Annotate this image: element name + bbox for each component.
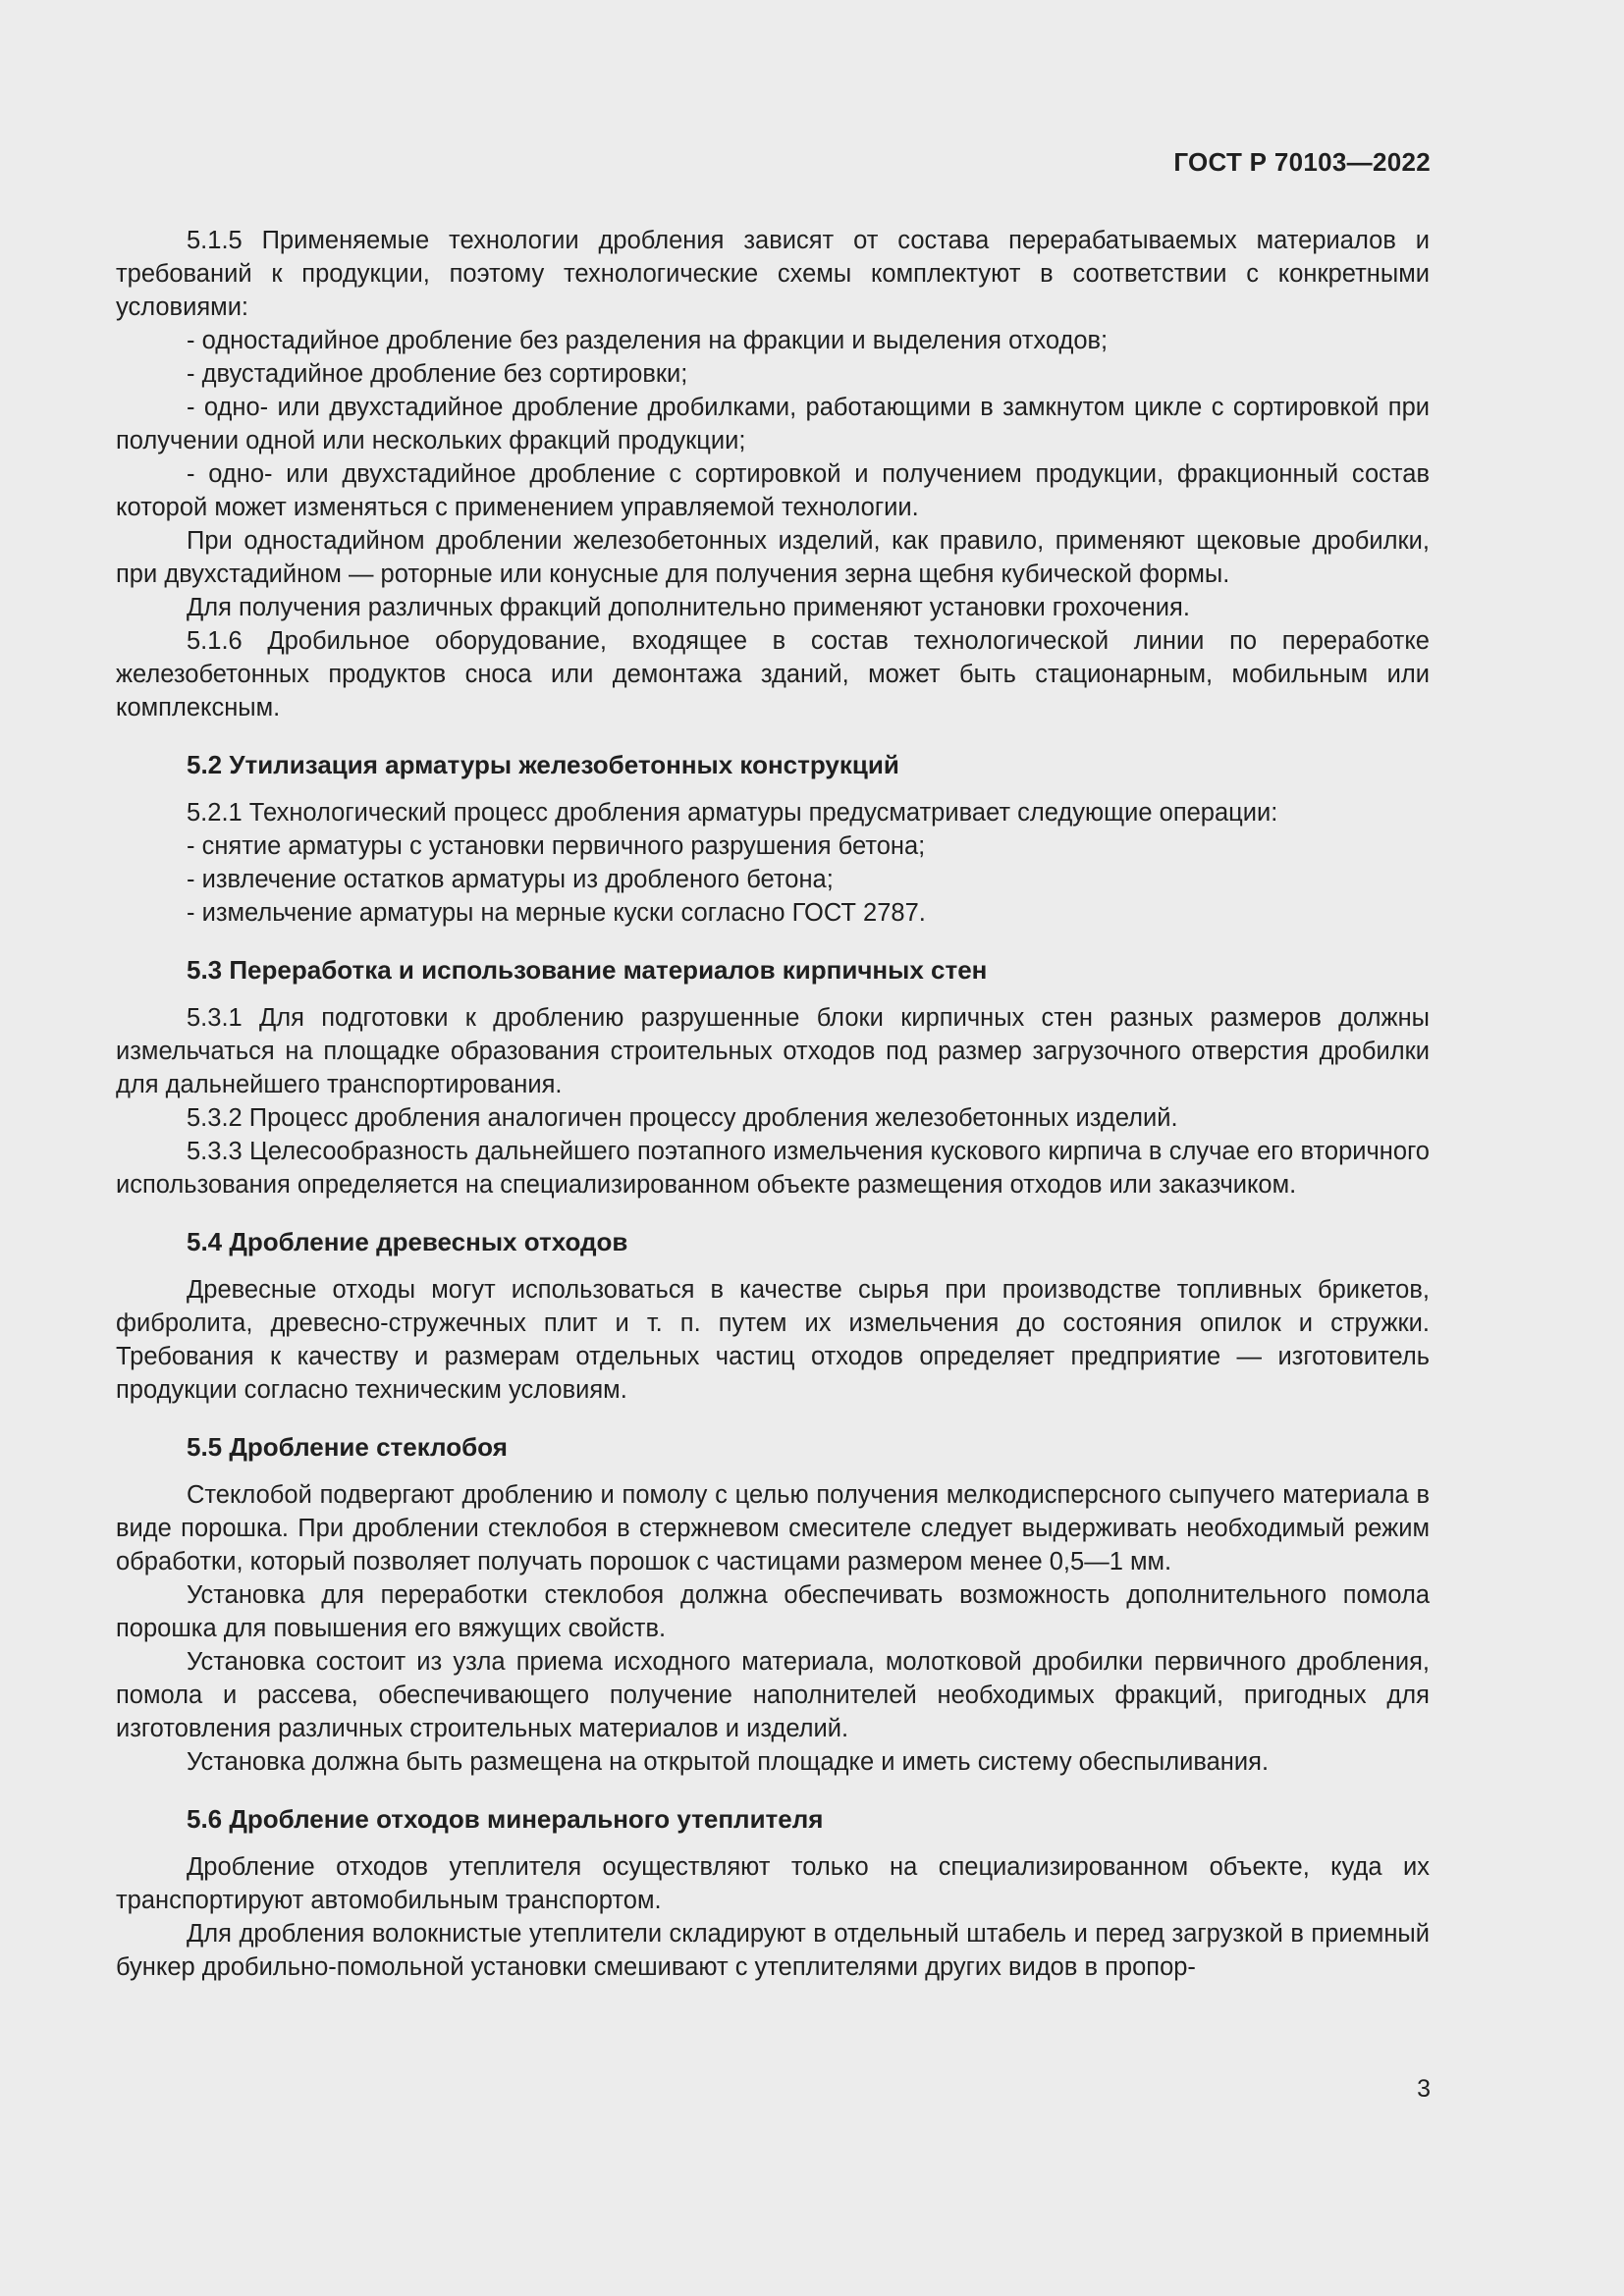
paragraph: Установка состоит из узла приема исходного материала, молотковой дробилки первичного дробления, помола и рассева, обеспечивающего получение наполнителей необходимых фракций, пригодных для изготовления различных строительных материалов и изделий. <box>116 1648 1430 1742</box>
paragraph-5-2-1: 5.2.1 Технологический процесс дробления арматуры предусматривает следующие операции: <box>187 799 1278 827</box>
list-item: - измельчение арматуры на мерные куски согласно ГОСТ 2787. <box>187 899 926 927</box>
section-heading-5-2: 5.2 Утилизация арматуры железобетонных конструкций <box>187 750 899 779</box>
list-item: - одно- или двухстадийное дробление дробилками, работающими в замкнутом цикле с сортировкой при получении одной или нескольких фракций продукции; <box>116 394 1430 454</box>
list-item: - извлечение остатков арматуры из дробленого бетона; <box>187 866 834 893</box>
document-code: ГОСТ Р 70103—2022 <box>1173 147 1431 177</box>
paragraph: При одностадийном дроблении железобетонных изделий, как правило, применяют щековые дробилки, при двухстадийном — роторные или конусные для получения зерна щебня кубической формы. <box>116 527 1430 588</box>
section-heading-5-6: 5.6 Дробление отходов минерального утеплителя <box>187 1804 824 1834</box>
list-item: - одно- или двухстадийное дробление с сортировкой и получением продукции, фракционный состав которой может изменяться с применением управляемой технологии. <box>116 460 1430 521</box>
paragraph-5-3-3: 5.3.3 Целесообразность дальнейшего поэтапного измельчения кускового кирпича в случае его вторичного использования определяется на специализированном объекте размещения отходов или заказчиком. <box>116 1138 1430 1199</box>
page-body <box>116 224 1430 1984</box>
paragraph: Дробление отходов утеплителя осуществляют только на специализированном объекте, куда их транспортируют автомобильным транспортом. <box>116 1853 1430 1914</box>
paragraph-5-1-6: 5.1.6 Дробильное оборудование, входящее в состав технологической линии по переработке железобетонных продуктов сноса или демонтажа зданий, может быть стационарным, мобильным или комплексным. <box>116 627 1430 721</box>
paragraph: Для получения различных фракций дополнительно применяют установки грохочения. <box>187 594 1190 621</box>
section-heading-5-5: 5.5 Дробление стеклобоя <box>187 1432 508 1462</box>
paragraph-5-3-2: 5.3.2 Процесс дробления аналогичен процессу дробления железобетонных изделий. <box>187 1104 1178 1132</box>
paragraph: Древесные отходы могут использоваться в качестве сырья при производстве топливных брикетов, фибролита, древесно-стружечных плит и т. п. путем их измельчения до состояния опилок и стружки. Требования к качеству и размерам отдельных частиц отходов определяет предприятие — изготовитель продукции согласно техническим условиям. <box>116 1276 1430 1404</box>
page-number: 3 <box>1417 2075 1431 2103</box>
paragraph: Стеклобой подвергают дроблению и помолу с целью получения мелкодисперсного сыпучего материала в виде порошка. При дроблении стеклобоя в стержневом смесителе следует выдерживать необходимый режим обработки, который позволяет получать порошок с частицами размером менее 0,5—1 мм. <box>116 1481 1430 1575</box>
list-item: - двустадийное дробление без сортировки; <box>187 360 688 388</box>
paragraph-5-1-5: 5.1.5 Применяемые технологии дробления зависят от состава перерабатываемых материалов и требований к продукции, поэтому технологические схемы комплектуют в соответствии с конкретными условиями: <box>116 227 1430 321</box>
section-heading-5-3: 5.3 Переработка и использование материалов кирпичных стен <box>187 955 988 985</box>
paragraph: Установка должна быть размещена на открытой площадке и иметь систему обеспыливания. <box>187 1748 1270 1776</box>
list-item: - снятие арматуры с установки первичного разрушения бетона; <box>187 832 926 860</box>
paragraph: Для дробления волокнистые утеплители складируют в отдельный штабель и перед загрузкой в приемный бункер дробильно-помольной установки смешивают с утеплителями других видов в пропор- <box>116 1920 1430 1981</box>
paragraph: Установка для переработки стеклобоя должна обеспечивать возможность дополнительного помола порошка для повышения его вяжущих свойств. <box>116 1581 1430 1642</box>
section-heading-5-4: 5.4 Дробление древесных отходов <box>187 1227 628 1256</box>
list-item: - одностадийное дробление без разделения на фракции и выделения отходов; <box>187 327 1109 354</box>
paragraph-5-3-1: 5.3.1 Для подготовки к дроблению разрушенные блоки кирпичных стен разных размеров должны измельчаться на площадке образования строительных отходов под размер загрузочного отверстия дробилки для дальнейшего транспортирования. <box>116 1004 1430 1098</box>
